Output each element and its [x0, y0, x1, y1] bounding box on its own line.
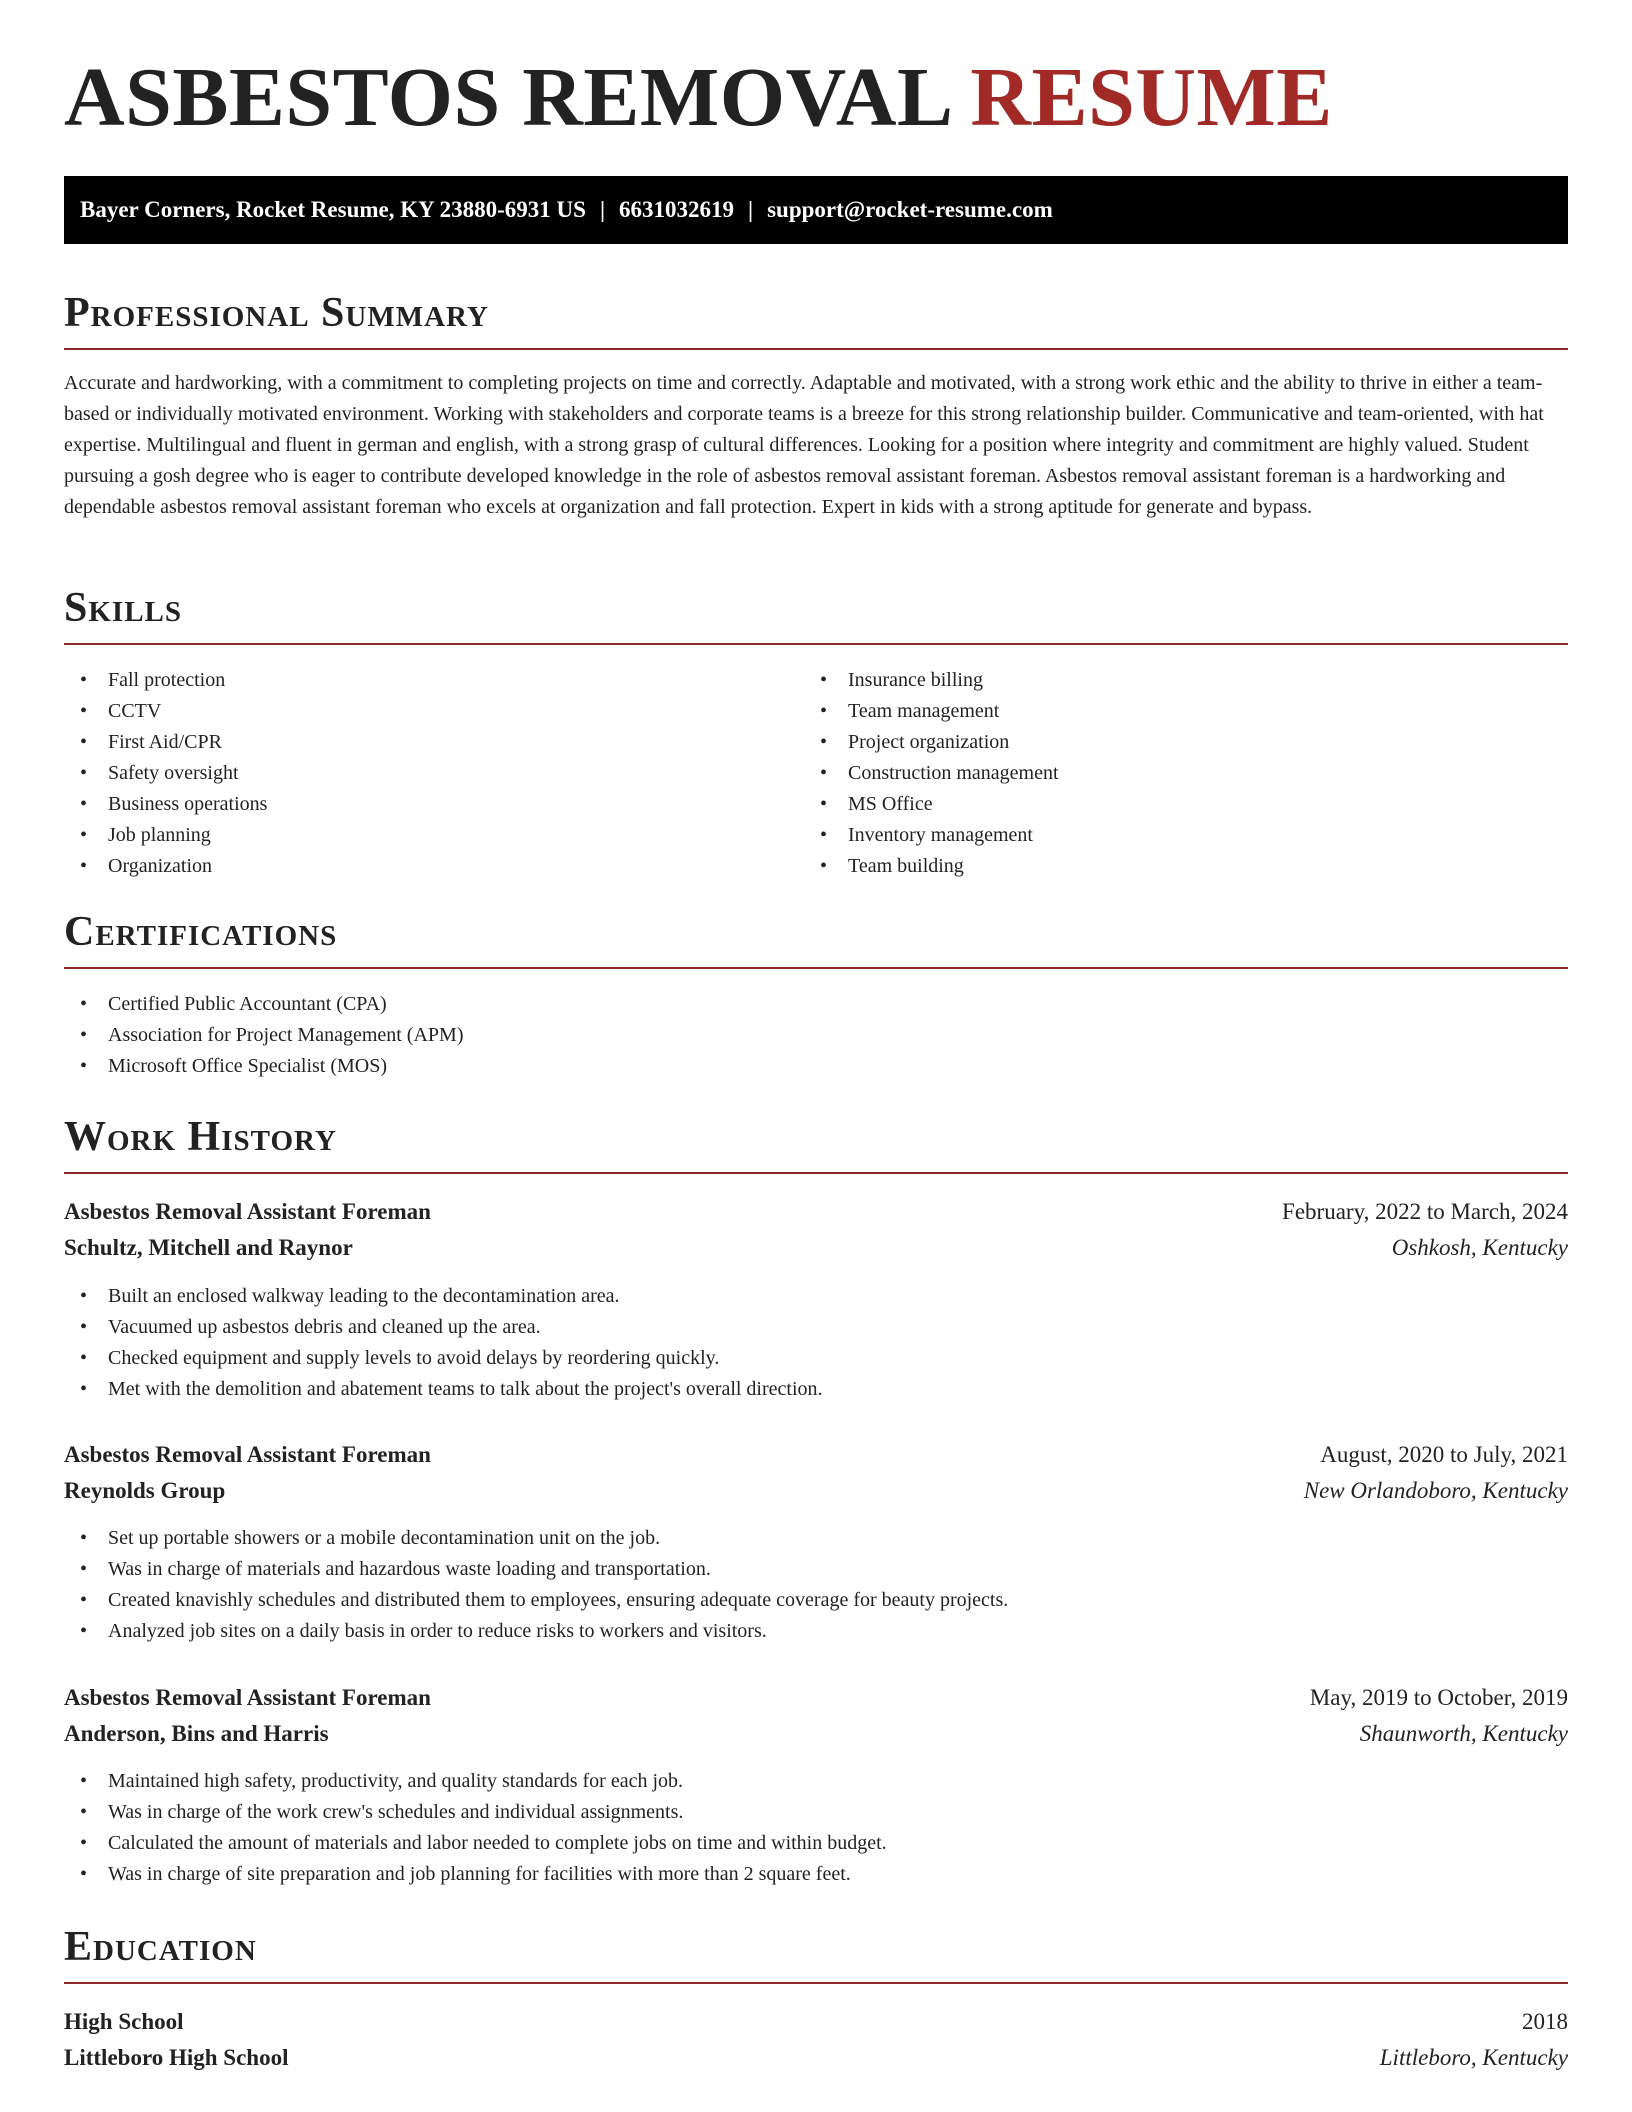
contact-bar: [64, 176, 1568, 244]
resume-title: [64, 51, 1333, 144]
certifications-heading: Certifications: [64, 911, 1568, 969]
list-item: • Team building: [804, 851, 1544, 882]
contact-separator: |: [599, 197, 606, 222]
job-location: New Orlandoboro, Kentucky: [1303, 1478, 1568, 1503]
list-item: • Met with the demolition and abatement teams to talk about the project's overall direction.: [64, 1374, 1568, 1405]
job-company: Reynolds Group: [64, 1478, 226, 1503]
list-item: • Insurance billing: [804, 665, 1544, 696]
education-year: 2018: [1522, 2009, 1568, 2034]
education-location: Littleboro, Kentucky: [1379, 2045, 1568, 2070]
job-company: Anderson, Bins and Harris: [64, 1721, 329, 1746]
job-dates: May, 2019 to October, 2019: [1309, 1685, 1568, 1710]
list-item: • Created knavishly schedules and distributed them to employees, ensuring adequate coverage for beauty projects.: [64, 1585, 1568, 1616]
summary-text: Accurate and hardworking, with a commitment to completing projects on time and correctly. Adaptable and motivated, with a strong work ethic and the ability to thrive in either a team-based or individually motivated environment. Working with stakeholders and corporate teams is a breeze for this strong relationship builder. Communicative and team-oriented, with hat expertise. Multilingual and fluent in german and english, with a strong grasp of cultural differences. Looking for a position where integrity and commitment are highly valued. Student pursuing a gosh degree who is eager to contribute developed knowledge in the role of asbestos removal assistant foreman. Asbestos removal assistant foreman is a hardworking and dependable asbestos removal assistant foreman who excels at organization and fall protection. Expert in kids with a strong aptitude for generate and bypass.: [64, 372, 1544, 518]
list-item: • Construction management: [804, 758, 1544, 789]
list-item: • Vacuumed up asbestos debris and cleaned up the area.: [64, 1312, 1568, 1343]
list-item: • Built an enclosed walkway leading to the decontamination area.: [64, 1281, 1568, 1312]
job-entry-header: [64, 1194, 1568, 1266]
job-company: Schultz, Mitchell and Raynor: [64, 1235, 353, 1260]
list-item: • Was in charge of the work crew's schedules and individual assignments.: [64, 1797, 1568, 1828]
list-item: • Project organization: [804, 727, 1544, 758]
list-item: • CCTV: [64, 696, 804, 727]
list-item: • Was in charge of site preparation and job planning for facilities with more than 2 square feet.: [64, 1859, 1568, 1890]
list-item: • Analyzed job sites on a daily basis in order to reduce risks to workers and visitors.: [64, 1616, 1568, 1647]
contact-address: Bayer Corners, Rocket Resume, KY 23880-6931 US: [80, 197, 586, 222]
job-bullets: [64, 1766, 1568, 1890]
list-item: • Microsoft Office Specialist (MOS): [64, 1051, 1568, 1082]
title-main: ASBESTOS REMOVAL: [64, 51, 949, 144]
job-title: Asbestos Removal Assistant Foreman: [64, 1199, 431, 1224]
work-history-heading: Work History: [64, 1116, 1568, 1174]
job-title: Asbestos Removal Assistant Foreman: [64, 1685, 431, 1710]
title-accent: RESUME: [970, 51, 1333, 144]
list-item: • Safety oversight: [64, 758, 804, 789]
list-item: • Calculated the amount of materials and labor needed to complete jobs on time and within budget.: [64, 1828, 1568, 1859]
list-item: • Maintained high safety, productivity, and quality standards for each job.: [64, 1766, 1568, 1797]
job-title: Asbestos Removal Assistant Foreman: [64, 1442, 431, 1467]
job-entry-header: [64, 1680, 1568, 1752]
education-degree: High School: [64, 2009, 184, 2034]
job-location: Oshkosh, Kentucky: [1391, 1235, 1568, 1260]
education-entry: [64, 2004, 1568, 2076]
list-item: • Business operations: [64, 789, 804, 820]
list-item: • Fall protection: [64, 665, 804, 696]
skills-heading: Skills: [64, 587, 1568, 645]
list-item: • Was in charge of materials and hazardous waste loading and transportation.: [64, 1554, 1568, 1585]
list-item: • Certified Public Accountant (CPA): [64, 989, 1568, 1020]
job-bullets: [64, 1281, 1568, 1405]
list-item: • Job planning: [64, 820, 804, 851]
contact-email[interactable]: support@rocket-resume.com: [767, 197, 1053, 222]
list-item: • Set up portable showers or a mobile decontamination unit on the job.: [64, 1523, 1568, 1554]
list-item: • First Aid/CPR: [64, 727, 804, 758]
job-dates: August, 2020 to July, 2021: [1320, 1442, 1568, 1467]
job-location: Shaunworth, Kentucky: [1359, 1721, 1568, 1746]
list-item: • Association for Project Management (APM): [64, 1020, 1568, 1051]
list-item: • Organization: [64, 851, 804, 882]
certifications-list: [64, 989, 1568, 1082]
list-item: • Inventory management: [804, 820, 1544, 851]
list-item: • Team management: [804, 696, 1544, 727]
contact-separator: |: [748, 197, 754, 222]
list-item: • MS Office: [804, 789, 1544, 820]
job-bullets: [64, 1523, 1568, 1647]
education-school: Littleboro High School: [64, 2045, 289, 2070]
contact-phone: 6631032619: [619, 197, 735, 222]
summary-heading: Professional Summary: [64, 292, 1568, 350]
skills-list-right: [804, 665, 1544, 882]
skills-list-left: [64, 665, 804, 882]
job-dates: February, 2022 to March, 2024: [1282, 1199, 1568, 1224]
education-heading: Education: [64, 1926, 1568, 1984]
list-item: • Checked equipment and supply levels to avoid delays by reordering quickly.: [64, 1343, 1568, 1374]
job-entry-header: [64, 1437, 1568, 1509]
